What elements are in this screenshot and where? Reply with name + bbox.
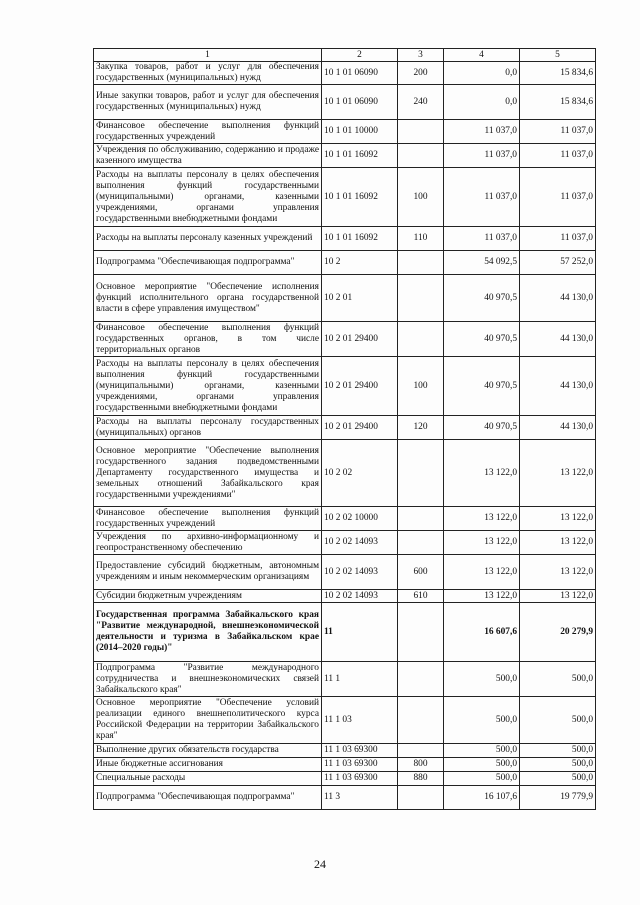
row-name-cell: Подпрограмма "Обеспечивающая подпрограмма" [94, 786, 322, 810]
row-type-cell: 120 [398, 416, 444, 440]
row-value-2019-cell: 13 122,0 [444, 590, 520, 603]
row-value-2019-cell: 11 037,0 [444, 120, 520, 144]
row-value-2019-cell: 500,0 [444, 744, 520, 758]
page-number: 24 [314, 857, 326, 871]
table-row [94, 662, 596, 697]
row-code-cell: 11 1 03 69300 [322, 758, 398, 772]
table-row [94, 697, 596, 744]
header-row [94, 49, 596, 62]
row-value-2020-cell: 13 122,0 [520, 590, 596, 603]
row-value-2019-cell: 13 122,0 [444, 440, 520, 507]
row-code-cell: 11 1 03 69300 [322, 744, 398, 758]
row-value-2020-cell: 13 122,0 [520, 555, 596, 590]
row-name-cell: Основное мероприятие "Обеспечение условий реализации единого внешнеполитического курса Российской Федерации на территории Забайкальского края" [94, 697, 322, 744]
row-value-2020-cell: 15 834,6 [520, 62, 596, 85]
table-row [94, 590, 596, 603]
row-value-2019-cell: 11 037,0 [444, 227, 520, 251]
table-body [94, 49, 596, 810]
table-row [94, 120, 596, 144]
row-code-cell: 11 1 03 69300 [322, 772, 398, 786]
row-value-2020-cell: 11 037,0 [520, 144, 596, 168]
row-code-cell: 10 2 01 [322, 275, 398, 322]
row-code-cell: 10 1 01 10000 [322, 120, 398, 144]
table-row [94, 531, 596, 555]
row-value-2020-cell: 11 037,0 [520, 227, 596, 251]
row-name-cell: Выполнение других обязательств государства [94, 744, 322, 758]
row-value-2019-cell: 13 122,0 [444, 507, 520, 531]
row-value-2019-cell: 11 037,0 [444, 144, 520, 168]
header-cell-4: 4 [444, 49, 520, 62]
row-type-cell [398, 786, 444, 810]
row-type-cell [398, 531, 444, 555]
row-value-2020-cell: 500,0 [520, 744, 596, 758]
row-value-2020-cell: 500,0 [520, 772, 596, 786]
header-cell-2: 2 [322, 49, 398, 62]
row-type-cell: 600 [398, 555, 444, 590]
row-value-2019-cell: 500,0 [444, 662, 520, 697]
row-name-cell: Учреждения по архивно-информационному и геопространственному обеспечению [94, 531, 322, 555]
row-code-cell: 10 1 01 06090 [322, 85, 398, 120]
row-code-cell: 10 2 02 14093 [322, 590, 398, 603]
table-row [94, 227, 596, 251]
row-name-cell: Расходы на выплаты персоналу государственных (муниципальных) органов [94, 416, 322, 440]
table-row [94, 758, 596, 772]
row-name-cell: Закупка товаров, работ и услуг для обеспечения государственных (муниципальных) нужд [94, 62, 322, 85]
row-value-2020-cell: 20 279,9 [520, 603, 596, 662]
row-code-cell: 10 1 01 16092 [322, 168, 398, 227]
row-code-cell: 10 2 02 [322, 440, 398, 507]
row-value-2019-cell: 11 037,0 [444, 168, 520, 227]
row-code-cell: 10 2 01 29400 [322, 357, 398, 416]
row-name-cell: Расходы на выплаты персоналу казенных учреждений [94, 227, 322, 251]
row-name-cell: Субсидии бюджетным учреждениям [94, 590, 322, 603]
row-type-cell [398, 120, 444, 144]
row-value-2019-cell: 0,0 [444, 62, 520, 85]
row-value-2019-cell: 16 107,6 [444, 786, 520, 810]
row-code-cell: 10 1 01 16092 [322, 227, 398, 251]
row-name-cell: Иные бюджетные ассигнования [94, 758, 322, 772]
row-type-cell: 610 [398, 590, 444, 603]
table-row [94, 555, 596, 590]
table-row [94, 357, 596, 416]
row-value-2019-cell: 54 092,5 [444, 251, 520, 275]
row-value-2019-cell: 16 607,6 [444, 603, 520, 662]
row-code-cell: 10 1 01 06090 [322, 62, 398, 85]
row-code-cell: 10 2 01 29400 [322, 416, 398, 440]
row-value-2020-cell: 44 130,0 [520, 416, 596, 440]
header-cell-5: 5 [520, 49, 596, 62]
row-type-cell: 100 [398, 168, 444, 227]
row-value-2019-cell: 40 970,5 [444, 416, 520, 440]
row-value-2019-cell: 40 970,5 [444, 322, 520, 357]
row-type-cell [398, 144, 444, 168]
table-row [94, 144, 596, 168]
row-value-2019-cell: 0,0 [444, 85, 520, 120]
row-name-cell: Расходы на выплаты персоналу в целях обеспечения выполнения функций государственными (муниципальными) органами, казенными учреждениями, органами управления государственными внебюджетными фондами [94, 168, 322, 227]
row-value-2020-cell: 13 122,0 [520, 440, 596, 507]
row-code-cell: 10 2 [322, 251, 398, 275]
table-row [94, 416, 596, 440]
budget-table [93, 48, 596, 810]
table-row [94, 786, 596, 810]
row-value-2020-cell: 44 130,0 [520, 357, 596, 416]
table-row [94, 275, 596, 322]
row-name-cell: Финансовое обеспечение выполнения функций государственных органов, в том числе территориальных органов [94, 322, 322, 357]
row-code-cell: 10 2 01 29400 [322, 322, 398, 357]
table-row [94, 772, 596, 786]
row-value-2020-cell: 13 122,0 [520, 507, 596, 531]
row-code-cell: 10 2 02 14093 [322, 531, 398, 555]
row-value-2020-cell: 500,0 [520, 662, 596, 697]
row-name-cell: Подпрограмма "Развитие международного сотрудничества и внешнеэкономических связей Забайкальского края" [94, 662, 322, 697]
row-type-cell [398, 275, 444, 322]
row-code-cell: 11 1 03 [322, 697, 398, 744]
row-type-cell: 110 [398, 227, 444, 251]
row-value-2020-cell: 15 834,6 [520, 85, 596, 120]
row-name-cell: Предоставление субсидий бюджетным, автономным учреждениям и иным некоммерческим организациям [94, 555, 322, 590]
row-type-cell: 880 [398, 772, 444, 786]
row-code-cell: 11 3 [322, 786, 398, 810]
row-value-2019-cell: 13 122,0 [444, 555, 520, 590]
row-type-cell: 200 [398, 62, 444, 85]
row-value-2019-cell: 500,0 [444, 772, 520, 786]
row-name-cell: Специальные расходы [94, 772, 322, 786]
row-name-cell: Подпрограмма "Обеспечивающая подпрограмма" [94, 251, 322, 275]
header-cell-1: 1 [94, 49, 322, 62]
row-type-cell [398, 662, 444, 697]
row-value-2019-cell: 40 970,5 [444, 357, 520, 416]
row-type-cell [398, 322, 444, 357]
row-name-cell: Основное мероприятие "Обеспечение выполнения государственного задания подведомственными Департаменту государственного имущества и земельных отношений Забайкальского края государственными учреждениями" [94, 440, 322, 507]
row-value-2020-cell: 13 122,0 [520, 531, 596, 555]
row-value-2020-cell: 11 037,0 [520, 120, 596, 144]
row-value-2019-cell: 40 970,5 [444, 275, 520, 322]
row-value-2019-cell: 13 122,0 [444, 531, 520, 555]
row-name-cell: Расходы на выплаты персоналу в целях обеспечения выполнения функций государственными (муниципальными) органами, казенными учреждениями, органами управления государственными внебюджетными фондами [94, 357, 322, 416]
row-type-cell [398, 744, 444, 758]
row-name-cell: Государственная программа Забайкальского края "Развитие международной, внешнеэкономической деятельности и туризма в Забайкальском крае (2014–2020 годы)" [94, 603, 322, 662]
row-name-cell: Иные закупки товаров, работ и услуг для обеспечения государственных (муниципальных) нужд [94, 85, 322, 120]
row-type-cell [398, 440, 444, 507]
table-row [94, 322, 596, 357]
row-code-cell: 10 1 01 16092 [322, 144, 398, 168]
row-value-2019-cell: 500,0 [444, 697, 520, 744]
header-cell-3: 3 [398, 49, 444, 62]
row-type-cell [398, 251, 444, 275]
table-row [94, 85, 596, 120]
row-value-2020-cell: 44 130,0 [520, 275, 596, 322]
row-type-cell [398, 697, 444, 744]
row-value-2020-cell: 11 037,0 [520, 168, 596, 227]
row-value-2020-cell: 44 130,0 [520, 322, 596, 357]
row-code-cell: 11 1 [322, 662, 398, 697]
row-type-cell [398, 603, 444, 662]
table-row [94, 744, 596, 758]
row-value-2019-cell: 500,0 [444, 758, 520, 772]
row-value-2020-cell: 57 252,0 [520, 251, 596, 275]
table-row [94, 251, 596, 275]
row-type-cell: 240 [398, 85, 444, 120]
row-value-2020-cell: 19 779,9 [520, 786, 596, 810]
table-row [94, 440, 596, 507]
row-type-cell: 800 [398, 758, 444, 772]
row-code-cell: 11 [322, 603, 398, 662]
row-name-cell: Учреждения по обслуживанию, содержанию и продаже казенного имущества [94, 144, 322, 168]
row-name-cell: Финансовое обеспечение выполнения функций государственных учреждений [94, 120, 322, 144]
row-type-cell: 100 [398, 357, 444, 416]
table-row [94, 62, 596, 85]
row-value-2020-cell: 500,0 [520, 697, 596, 744]
row-name-cell: Основное мероприятие "Обеспечение исполнения функций исполнительного органа государственной власти в сфере управления имуществом" [94, 275, 322, 322]
table-row [94, 168, 596, 227]
row-type-cell [398, 507, 444, 531]
table-row [94, 603, 596, 662]
row-value-2020-cell: 500,0 [520, 758, 596, 772]
row-name-cell: Финансовое обеспечение выполнения функций государственных учреждений [94, 507, 322, 531]
row-code-cell: 10 2 02 10000 [322, 507, 398, 531]
table-row [94, 507, 596, 531]
row-code-cell: 10 2 02 14093 [322, 555, 398, 590]
